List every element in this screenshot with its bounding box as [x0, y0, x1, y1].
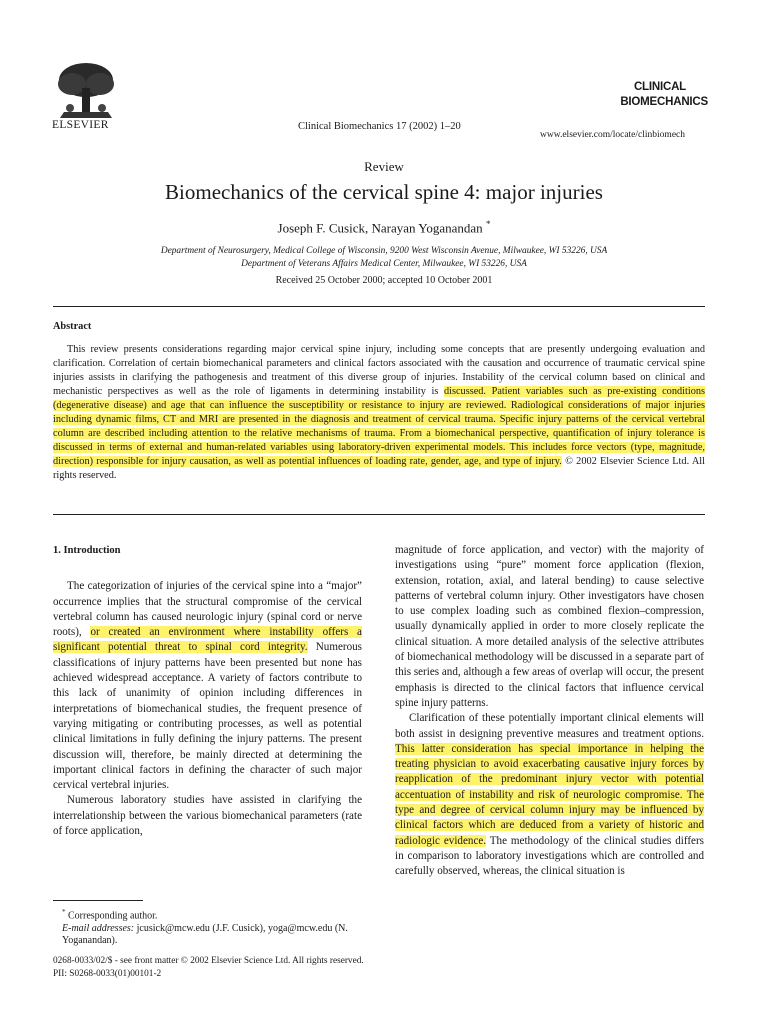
right-p2-text-end: The methodology of the clinical studies differs in comparison to laboratory investigations which are controlled and carefully observed, whereas, the clinical situation is	[395, 834, 704, 878]
journal-logo-line1: CLINICAL	[633, 81, 686, 93]
intro-p1-highlight: or created an environment where instability offers a significant potential threat to spinal cord integrity.	[53, 626, 362, 654]
right-p2-highlight: This latter consideration has special importance in helping the treating physician to avoid exacerbating causative injury forces by reapplication of the predominant injury vector with potential accentuation of instability and risk of neurologic compromise. The type and degree of cervical column injury may be influenced by clinical factors which are deduced from a variety of historic and radiologic evidence.	[395, 742, 704, 847]
article-title: Biomechanics of the cervical spine 4: major injuries	[165, 180, 603, 204]
footnote-emails	[53, 923, 373, 948]
abstract-copyright: © 2002 Elsevier Science Ltd. All rights reserved.	[53, 456, 705, 481]
elsevier-tree-icon	[50, 58, 122, 120]
journal-logo	[600, 80, 708, 110]
intro-paragraph-2: Numerous laboratory studies have assisted in clarifying the interrelationship between the various biomechanical parameters (rate of force application,	[53, 794, 362, 838]
abstract-highlight: discussed. Patient variables such as pre-existing conditions (degenerative disease) and age that can influence the susceptibility or resistance to injury are reviewed. Radiological considerations of major injuries including dynamic films, CT and MRI are presented in the diagnosis and treatment of cervical trauma. Specific injury patterns of the cervical vertebral column are described including attention to the relative mechanisms of trauma. From a biomechanical perspective, quantification of injury tolerance is discussed in terms of external and human-related variables using laboratory-driven experimental models. This includes force vectors (type, magnitude, direction) responsible for injury causation, as well as potential influences of loading rate, gender, age, and type of injury.	[53, 386, 705, 467]
footnote-corresponding-text: Corresponding author.	[68, 910, 158, 922]
footnote	[53, 906, 373, 948]
footer-front-matter: 0268-0033/02/$ - see front matter © 2002 Elsevier Science Ltd. All rights reserved.	[53, 956, 364, 966]
rule-mid	[53, 514, 705, 515]
abstract-body	[53, 343, 705, 483]
corresponding-mark: *	[485, 219, 491, 229]
footnote-mark: *	[62, 908, 66, 916]
right-paragraph-1: magnitude of force application, and vector) with the majority of investigations using “pure” moment force application (flexion, extension, rotation, axial, and lateral bending) to cause selective patterns of vertebral column injury. Other investigators have chosen to use complex loading such as combined flexion–compression, usually dynamically applied in order to more closely replicate the clinical situation. A more detailed analysis of the selective attributes of biomechanical methodology will be discussed in a separate part of this series and, although a few areas of overlap will occur, the present emphasis is directed to the clinical factors that influence cervical spine injury patterns.	[395, 544, 704, 709]
right-column	[395, 543, 704, 880]
journal-url: www.elsevier.com/locate/clinbiomech	[540, 130, 686, 140]
journal-logo-line2: BIOMECHANICS	[620, 96, 708, 108]
left-column	[53, 543, 362, 839]
email-text: jcusick@mcw.edu (J.F. Cusick), yoga@mcw.edu (N. Yoganandan).	[62, 922, 348, 947]
abstract-text: This review presents considerations regarding major cervical spine injury, including some concepts that are presently undergoing evaluation and clarification. Correlation of certain biomechanical parameters and clinical factors associated with the causation and occurrence of traumatic cervical spine injuries assists in clarifying the pathogenesis and treatment of this diverse group of injuries. Instability of the cervical column based on clinical and mechanistic perspectives as well as the role of ligaments in determining instability is	[53, 344, 705, 397]
intro-p1-text-end: Numerous classifications of injury patterns have been presented but none has achieved widespread acceptance. A variety of factors contribute to this lack of unanimity of opinion including differences in interpretations of biomechanical studies, the frequent presence of varying mitigating or contributing processes, as well as potential clinical limitations in fully defining the injury patterns. The present discussion will, therefore, be mainly directed at determining the important clinical factors in defining the character of such major cervical vertebral injuries.	[53, 641, 362, 792]
journal-reference: Clinical Biomechanics 17 (2002) 1–20	[298, 121, 461, 132]
abstract	[53, 343, 705, 483]
publisher-logo	[50, 58, 122, 120]
received-dates: Received 25 October 2000; accepted 10 October 2001	[275, 275, 493, 286]
email-label: E-mail addresses:	[62, 922, 135, 934]
affiliation-2: Department of Veterans Affairs Medical Center, Milwaukee, WI 53226, USA	[241, 259, 527, 269]
right-paragraph-2	[395, 711, 704, 879]
abstract-heading: Abstract	[53, 321, 92, 332]
footnote-rule	[53, 900, 143, 901]
rule-top	[53, 306, 705, 307]
article-authors	[0, 219, 768, 236]
author-names: Joseph F. Cusick, Narayan Yoganandan	[277, 220, 483, 236]
affiliation-1: Department of Neurosurgery, Medical College of Wisconsin, 9200 West Wisconsin Avenue, Milwaukee, WI 53226, USA	[160, 246, 608, 256]
right-p2-text: Clarification of these potentially important clinical elements will both assist in designing preventive measures and treatment options.	[395, 712, 704, 740]
intro-paragraph-1	[53, 579, 362, 793]
section-heading: 1. Introduction	[53, 545, 121, 556]
footnote-corresponding	[53, 906, 373, 923]
footer-pii: PII: S0268-0033(01)00101-2	[53, 969, 162, 979]
publisher-name: ELSEVIER	[52, 119, 109, 131]
article-type: Review	[364, 159, 404, 174]
intro-p1-text: The categorization of injuries of the cervical spine into a “major” occurrence implies that the structural compromise of the cervical vertebral column has caused neurologic injury (spinal cord or nerve roots),	[53, 580, 362, 639]
